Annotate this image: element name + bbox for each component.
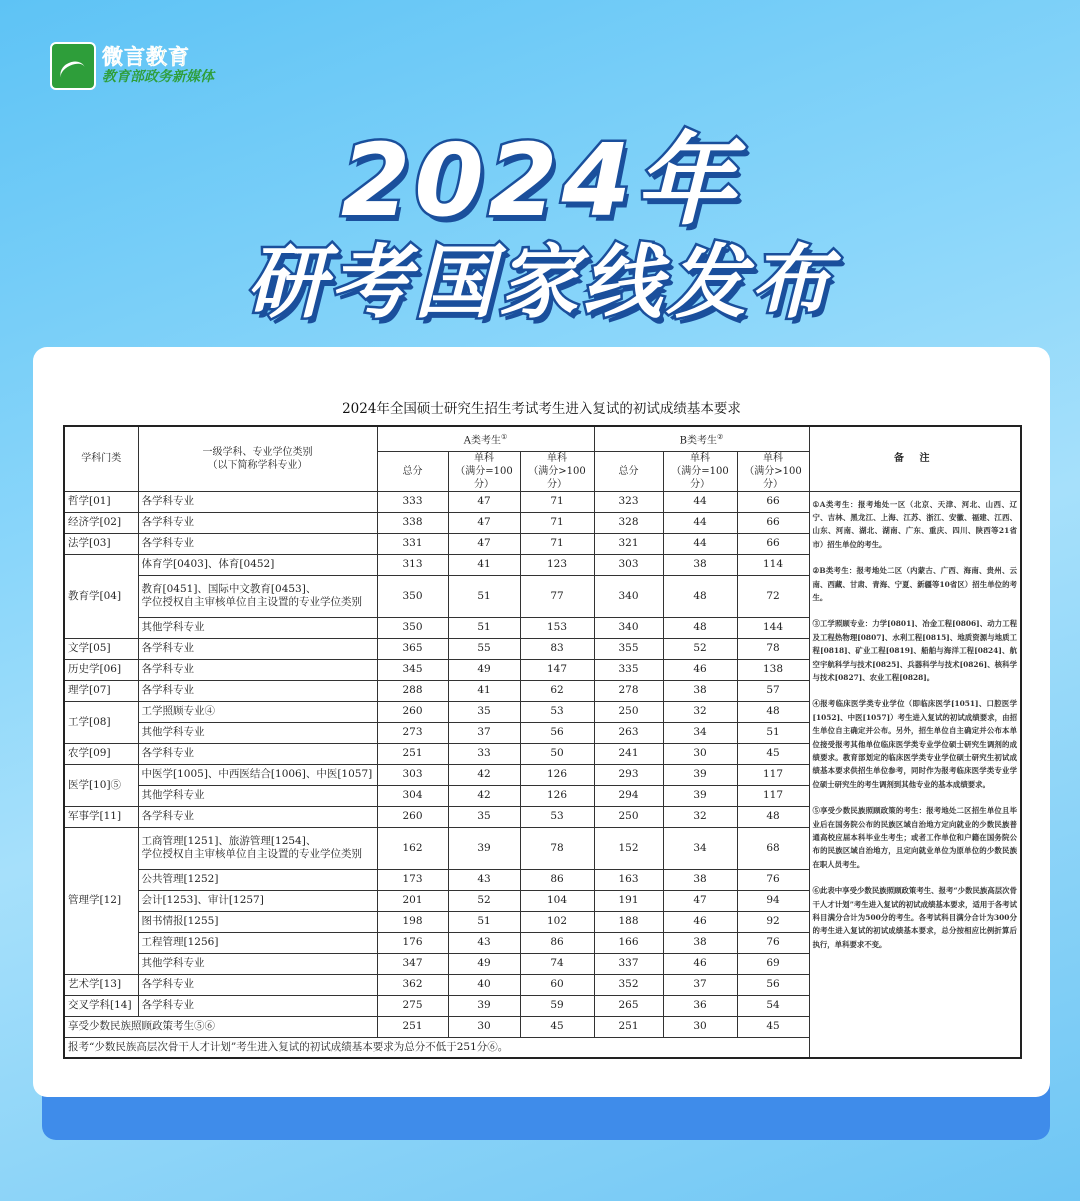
score-a-1: 41 [448, 680, 520, 701]
subject-line: 各学科专业 [141, 516, 194, 528]
score-b-1: 39 [663, 764, 737, 785]
score-a-0: 333 [377, 491, 448, 512]
score-a-1: 35 [448, 806, 520, 827]
header-group-a [377, 426, 594, 451]
score-b-0: 166 [594, 932, 663, 953]
remark-note: ③工学照顾专业：力学[0801]、冶金工程[0806]、动力工程及工程热物理[0807]、水利工程[0815]、地质资源与地质工程[0818]、矿业工程[0819]、船舶与海洋工程[0824]、航空宇航科学与技术[0825]、兵器科学与技术[0826]、核科学与技术[0827]、农业工程[0828]。 [812, 619, 1017, 682]
score-b-2: 66 [737, 512, 809, 533]
score-a-0: 198 [377, 911, 448, 932]
score-b-2: 48 [737, 701, 809, 722]
category-cell: 文学[05] [64, 638, 138, 659]
subject-line: 学位授权自主审核单位自主设置的专业学位类别 [141, 848, 362, 860]
score-a-1: 42 [448, 785, 520, 806]
score-b-0: 340 [594, 575, 663, 617]
score-b-2: 117 [737, 764, 809, 785]
subject-line: 图书情报[1255] [141, 915, 219, 927]
score-a-0: 304 [377, 785, 448, 806]
score-b-0: 321 [594, 533, 663, 554]
score-a-2: 123 [520, 554, 594, 575]
header-subject-note: （以下简称学科专业） [207, 459, 308, 471]
subject-line: 各学科专业 [141, 999, 194, 1011]
score-b-1: 46 [663, 911, 737, 932]
score-a-2: 50 [520, 743, 594, 764]
score-a-2: 77 [520, 575, 594, 617]
score-b-0: 355 [594, 638, 663, 659]
subject-line: 各学科专业 [141, 495, 194, 507]
subject-cell [138, 680, 377, 701]
subject-line: 其他学科专业 [141, 726, 205, 738]
score-b-1: 44 [663, 512, 737, 533]
subject-cell [138, 764, 377, 785]
remark-note: ②B类考生：报考地处二区（内蒙古、广西、海南、贵州、云南、西藏、甘肃、青海、宁夏、新疆等10省区）招生单位的考生。 [812, 566, 1017, 602]
score-b-1: 30 [663, 743, 737, 764]
score-b-0: 294 [594, 785, 663, 806]
header-b-total: 总分 [594, 451, 663, 491]
subject-cell [138, 722, 377, 743]
score-b-2: 57 [737, 680, 809, 701]
score-a-1: 39 [448, 827, 520, 869]
score-b-2: 94 [737, 890, 809, 911]
score-b-0: 337 [594, 953, 663, 974]
score-b-0: 335 [594, 659, 663, 680]
category-cell: 工学[08] [64, 701, 138, 743]
minority-score-a-0: 251 [377, 1016, 448, 1037]
subject-cell [138, 575, 377, 617]
score-a-0: 173 [377, 869, 448, 890]
score-b-1: 47 [663, 890, 737, 911]
category-cell: 理学[07] [64, 680, 138, 701]
score-a-2: 56 [520, 722, 594, 743]
header-group-b [594, 426, 809, 451]
dandelion-logo-icon [50, 42, 96, 90]
subject-cell [138, 659, 377, 680]
score-a-0: 176 [377, 932, 448, 953]
score-b-2: 76 [737, 869, 809, 890]
score-a-2: 147 [520, 659, 594, 680]
category-cell: 法学[03] [64, 533, 138, 554]
subject-line: 公共管理[1252] [141, 873, 219, 885]
score-a-1: 49 [448, 953, 520, 974]
score-a-1: 40 [448, 974, 520, 995]
score-a-1: 33 [448, 743, 520, 764]
group-a-label: A类考生 [463, 434, 501, 446]
category-cell: 历史学[06] [64, 659, 138, 680]
score-b-1: 38 [663, 554, 737, 575]
category-cell: 哲学[01] [64, 491, 138, 512]
score-a-0: 251 [377, 743, 448, 764]
score-b-2: 51 [737, 722, 809, 743]
footer-note: 报考“少数民族高层次骨干人才计划”考生进入复试的初试成绩基本要求为总分不低于251分⑥。 [64, 1037, 809, 1058]
subject-cell [138, 491, 377, 512]
score-b-0: 163 [594, 869, 663, 890]
subject-cell [138, 827, 377, 869]
subject-line: 学位授权自主审核单位自主设置的专业学位类别 [141, 596, 362, 608]
logo-name: 微言教育 [102, 45, 190, 69]
score-b-2: 117 [737, 785, 809, 806]
header-subject [138, 426, 377, 491]
subject-cell [138, 638, 377, 659]
header-b-single_gt [737, 451, 809, 491]
table-row [64, 491, 1021, 512]
score-a-0: 365 [377, 638, 448, 659]
score-b-1: 48 [663, 617, 737, 638]
score-a-2: 71 [520, 491, 594, 512]
minority-score-a-1: 30 [448, 1016, 520, 1037]
header-single-range: （满分=100分） [671, 465, 729, 490]
score-a-0: 303 [377, 764, 448, 785]
subject-line: 其他学科专业 [141, 789, 205, 801]
score-b-1: 36 [663, 995, 737, 1016]
score-a-2: 86 [520, 932, 594, 953]
score-b-1: 34 [663, 722, 737, 743]
score-a-2: 153 [520, 617, 594, 638]
subject-line: 各学科专业 [141, 684, 194, 696]
score-b-2: 66 [737, 533, 809, 554]
score-a-1: 35 [448, 701, 520, 722]
score-b-0: 191 [594, 890, 663, 911]
score-a-0: 345 [377, 659, 448, 680]
score-a-1: 47 [448, 491, 520, 512]
score-a-0: 273 [377, 722, 448, 743]
subject-cell [138, 974, 377, 995]
score-a-2: 86 [520, 869, 594, 890]
header-single-range: （满分>100分） [744, 465, 802, 490]
minority-label: 享受少数民族照顾政策考生⑤⑥ [64, 1016, 377, 1037]
score-b-2: 72 [737, 575, 809, 617]
headline-year: 2024年 [340, 122, 740, 239]
category-cell: 军事学[11] [64, 806, 138, 827]
header-single-label: 单科 [763, 452, 783, 464]
score-a-2: 60 [520, 974, 594, 995]
header-subject-label: 一级学科、专业学位类别 [202, 446, 313, 458]
score-a-1: 47 [448, 512, 520, 533]
score-a-2: 53 [520, 806, 594, 827]
score-b-1: 32 [663, 806, 737, 827]
header-single-range: （满分=100分） [455, 465, 513, 490]
score-b-0: 265 [594, 995, 663, 1016]
logo [50, 42, 214, 90]
document-card [33, 347, 1050, 1097]
minority-score-b-1: 30 [663, 1016, 737, 1037]
score-a-0: 362 [377, 974, 448, 995]
score-b-1: 48 [663, 575, 737, 617]
score-b-1: 46 [663, 659, 737, 680]
score-b-2: 54 [737, 995, 809, 1016]
remark-note: ⑤享受少数民族照顾政策的考生：报考地处二区招生单位且毕业后在国务院公布的民族区域自治地方定向就业的少数民族普通高校应届本科毕业生考生；或者工作单位和户籍在国务院公布的民族区域自治地方，且定向就业单位为原单位的少数民族在职人员考生。 [812, 806, 1017, 869]
score-a-1: 39 [448, 995, 520, 1016]
subject-cell [138, 554, 377, 575]
score-a-1: 37 [448, 722, 520, 743]
score-b-1: 52 [663, 638, 737, 659]
remark-note: ⑥此表中享受少数民族照顾政策考生、报考“少数民族高层次骨干人才计划”考生进入复试的初试成绩基本要求，适用于各考试科目满分合计为500分的考生。各考试科目满分合计为300分的考生进入复试的初试成绩基本要求，总分按相应比例折算后执行，单科要求不变。 [812, 886, 1017, 949]
score-a-1: 51 [448, 617, 520, 638]
score-a-1: 42 [448, 764, 520, 785]
score-a-1: 43 [448, 869, 520, 890]
score-a-0: 338 [377, 512, 448, 533]
subject-line: 各学科专业 [141, 978, 194, 990]
score-a-0: 331 [377, 533, 448, 554]
subject-cell [138, 701, 377, 722]
score-b-0: 278 [594, 680, 663, 701]
score-a-0: 288 [377, 680, 448, 701]
score-b-0: 250 [594, 701, 663, 722]
score-b-2: 76 [737, 932, 809, 953]
subject-cell [138, 743, 377, 764]
header-a-single_eq [448, 451, 520, 491]
score-b-2: 56 [737, 974, 809, 995]
score-b-0: 328 [594, 512, 663, 533]
category-cell: 交叉学科[14] [64, 995, 138, 1016]
category-cell: 医学[10]⑤ [64, 764, 138, 806]
score-a-0: 275 [377, 995, 448, 1016]
score-b-0: 323 [594, 491, 663, 512]
score-b-2: 68 [737, 827, 809, 869]
score-a-1: 51 [448, 911, 520, 932]
score-a-2: 83 [520, 638, 594, 659]
score-a-1: 52 [448, 890, 520, 911]
header-single-label: 单科 [547, 452, 567, 464]
header-b-single_eq [663, 451, 737, 491]
remark-note: ①A类考生：报考地处一区（北京、天津、河北、山西、辽宁、吉林、黑龙江、上海、江苏、浙江、安徽、福建、江西、山东、河南、湖北、湖南、广东、重庆、四川、陕西等21省市）招生单位的考生。 [812, 499, 1017, 549]
score-a-2: 53 [520, 701, 594, 722]
score-table [63, 425, 1022, 1059]
score-b-0: 188 [594, 911, 663, 932]
score-a-1: 43 [448, 932, 520, 953]
score-a-2: 59 [520, 995, 594, 1016]
score-a-0: 313 [377, 554, 448, 575]
minority-score-b-2: 45 [737, 1016, 809, 1037]
subject-line: 其他学科专业 [141, 621, 205, 633]
score-b-2: 48 [737, 806, 809, 827]
score-b-2: 45 [737, 743, 809, 764]
score-b-0: 152 [594, 827, 663, 869]
score-b-2: 114 [737, 554, 809, 575]
subject-line: 其他学科专业 [141, 957, 205, 969]
score-b-0: 303 [594, 554, 663, 575]
header-remarks: 备 注 [809, 426, 1021, 491]
subject-cell [138, 953, 377, 974]
score-b-1: 44 [663, 533, 737, 554]
score-a-2: 102 [520, 911, 594, 932]
subject-line: 各学科专业 [141, 663, 194, 675]
subject-line: 教育[0451]、国际中文教育[0453]、 [141, 583, 317, 595]
subject-line: 工商管理[1251]、旅游管理[1254]、 [141, 835, 317, 847]
score-b-2: 92 [737, 911, 809, 932]
score-b-1: 32 [663, 701, 737, 722]
subject-line: 各学科专业 [141, 747, 194, 759]
score-a-0: 347 [377, 953, 448, 974]
score-a-2: 62 [520, 680, 594, 701]
score-a-1: 47 [448, 533, 520, 554]
category-cell: 教育学[04] [64, 554, 138, 638]
category-cell: 经济学[02] [64, 512, 138, 533]
remarks-cell [809, 491, 1021, 1058]
score-a-1: 41 [448, 554, 520, 575]
subject-cell [138, 890, 377, 911]
remark-note: ④报考临床医学类专业学位（即临床医学[1051]、口腔医学[1052]、中医[1057]）考生进入复试的初试成绩要求，由招生单位自主确定并公布。另外，招生单位自主确定并公布本单位接受报考其他单位临床医学类专业学位硕士研究生调剂的成绩要求。教育部划定的临床医学类专业学位硕士研究生初试成绩基本要求供招生单位参考，同时作为报考临床医学类专业学位硕士研究生的考生调剂到其他专业的基本成绩要求。 [812, 699, 1017, 789]
logo-tagline: 教育部政务新媒体 [102, 69, 214, 85]
subject-line: 工程管理[1256] [141, 936, 219, 948]
subject-line: 体育学[0403]、体育[0452] [141, 558, 275, 570]
score-a-2: 74 [520, 953, 594, 974]
document-title: 2024年全国硕士研究生招生考试考生进入复试的初试成绩基本要求 [342, 401, 741, 417]
score-b-2: 66 [737, 491, 809, 512]
score-b-1: 46 [663, 953, 737, 974]
category-cell: 农学[09] [64, 743, 138, 764]
minority-score-b-0: 251 [594, 1016, 663, 1037]
group-b-mark: ② [717, 432, 724, 441]
category-cell: 艺术学[13] [64, 974, 138, 995]
score-a-2: 126 [520, 764, 594, 785]
subject-cell [138, 932, 377, 953]
subject-line: 各学科专业 [141, 810, 194, 822]
score-a-1: 55 [448, 638, 520, 659]
subject-cell [138, 785, 377, 806]
subject-line: 各学科专业 [141, 537, 194, 549]
score-b-1: 38 [663, 932, 737, 953]
score-a-0: 350 [377, 575, 448, 617]
score-a-0: 162 [377, 827, 448, 869]
headline-main: 研考国家线发布 [246, 236, 834, 329]
score-a-2: 126 [520, 785, 594, 806]
score-b-2: 78 [737, 638, 809, 659]
subject-line: 中医学[1005]、中西医结合[1006]、中医[1057] [141, 768, 373, 780]
score-b-1: 37 [663, 974, 737, 995]
subject-line: 会计[1253]、审计[1257] [141, 894, 264, 906]
header-single-label: 单科 [474, 452, 494, 464]
subject-line: 各学科专业 [141, 642, 194, 654]
score-a-1: 49 [448, 659, 520, 680]
subject-cell [138, 995, 377, 1016]
subject-cell [138, 869, 377, 890]
score-b-2: 144 [737, 617, 809, 638]
header-category: 学科门类 [64, 426, 138, 491]
score-b-0: 340 [594, 617, 663, 638]
score-a-0: 260 [377, 701, 448, 722]
score-b-1: 39 [663, 785, 737, 806]
score-b-0: 293 [594, 764, 663, 785]
subject-cell [138, 806, 377, 827]
header-single-label: 单科 [690, 452, 710, 464]
subject-cell [138, 533, 377, 554]
score-b-2: 138 [737, 659, 809, 680]
score-b-0: 241 [594, 743, 663, 764]
score-a-0: 260 [377, 806, 448, 827]
subject-line: 工学照顾专业④ [141, 705, 215, 717]
subject-cell [138, 617, 377, 638]
score-b-1: 38 [663, 680, 737, 701]
score-b-0: 263 [594, 722, 663, 743]
score-a-2: 78 [520, 827, 594, 869]
score-b-1: 34 [663, 827, 737, 869]
subject-cell [138, 911, 377, 932]
group-b-label: B类考生 [679, 434, 718, 446]
score-a-2: 71 [520, 533, 594, 554]
score-b-0: 352 [594, 974, 663, 995]
score-a-2: 71 [520, 512, 594, 533]
score-a-0: 201 [377, 890, 448, 911]
minority-score-a-2: 45 [520, 1016, 594, 1037]
score-b-2: 69 [737, 953, 809, 974]
score-a-2: 104 [520, 890, 594, 911]
score-a-1: 51 [448, 575, 520, 617]
subject-cell [138, 512, 377, 533]
score-b-0: 250 [594, 806, 663, 827]
header-a-total: 总分 [377, 451, 448, 491]
category-cell: 管理学[12] [64, 827, 138, 974]
score-b-1: 38 [663, 869, 737, 890]
score-a-0: 350 [377, 617, 448, 638]
group-a-mark: ① [500, 432, 508, 441]
score-b-1: 44 [663, 491, 737, 512]
header-a-single_gt [520, 451, 594, 491]
header-single-range: （满分>100分） [528, 465, 586, 490]
